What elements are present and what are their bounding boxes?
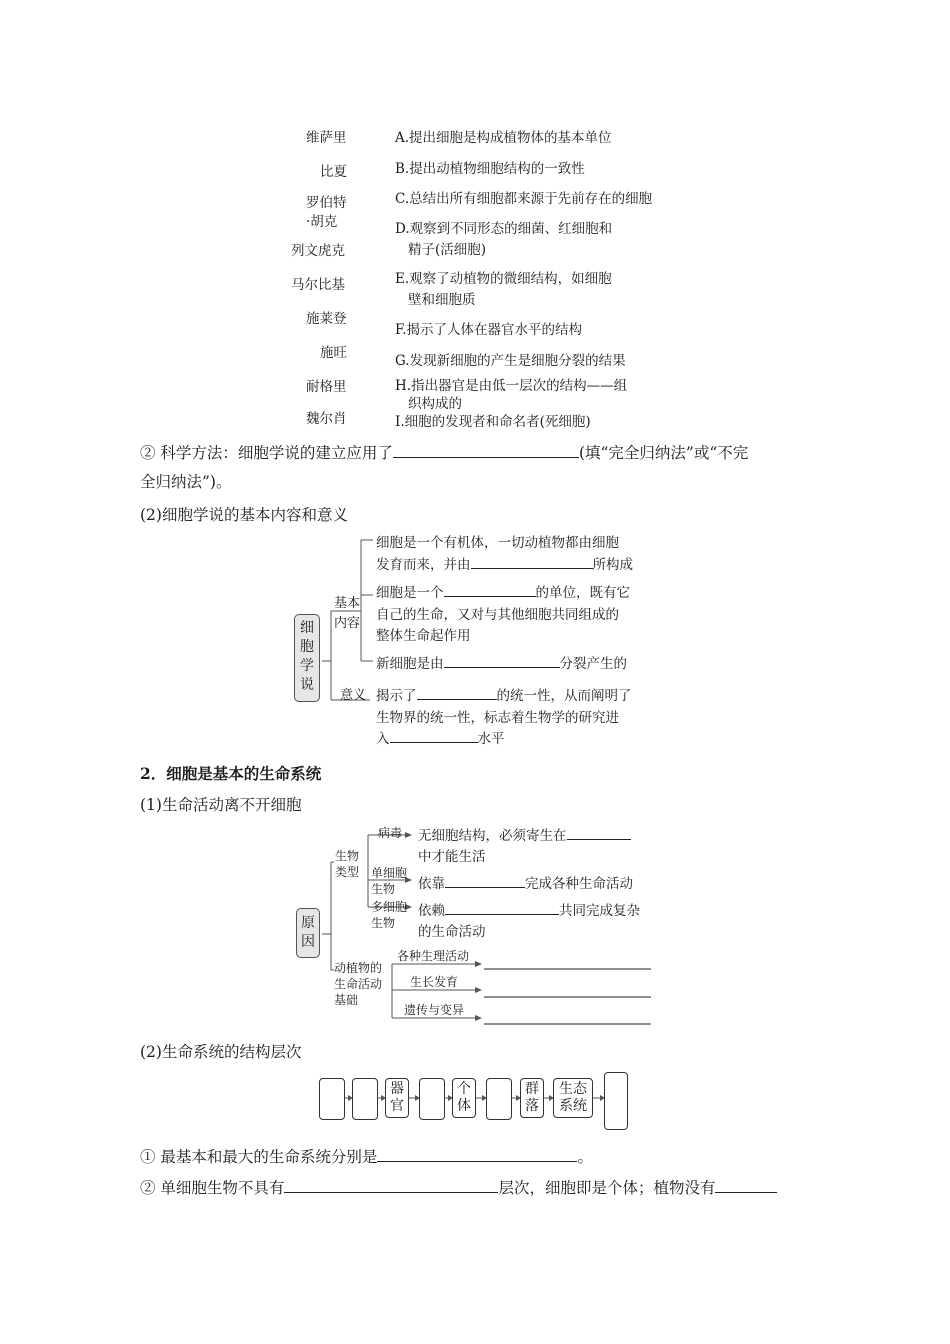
c2a-pre: 细胞是一个	[376, 585, 444, 601]
level-box-organ: 器官	[385, 1078, 409, 1118]
reason-virus-line1	[418, 824, 631, 844]
c1b-post: 所构成	[592, 557, 633, 573]
q1-pre: ① 最基本和最大的生命系统分别是	[140, 1148, 378, 1166]
level-box-individual: 个体	[452, 1078, 476, 1118]
jiben-1: 基本	[334, 596, 361, 611]
multicellular-blank[interactable]	[445, 900, 559, 915]
multi-pre: 依赖	[418, 903, 445, 919]
virus-blank[interactable]	[567, 825, 631, 840]
contribution-h-line1: H.指出器官是由低一层次的结构——组	[395, 378, 628, 394]
uni-pre: 依靠	[418, 876, 445, 892]
unicellular-blank[interactable]	[445, 873, 525, 888]
level-box-2[interactable]	[352, 1078, 378, 1120]
content3-blank[interactable]	[444, 653, 560, 668]
theory-meaning-line3	[376, 727, 505, 747]
contribution-c: C.总结出所有细胞都来源于先前存在的细胞	[395, 191, 653, 207]
contribution-i: I.细胞的发现者和命名者(死细胞)	[395, 414, 591, 430]
level-box-biosphere[interactable]	[604, 1072, 628, 1130]
reason-virus-line2: 中才能生活	[418, 849, 486, 865]
contribution-e-line1: E.观察了动植物的微细结构，如细胞	[395, 271, 612, 287]
contribution-d-line1: D.观察到不同形态的细菌、红细胞和	[395, 221, 613, 237]
m1-pre: 揭示了	[376, 688, 417, 704]
scientist-leeuwenhoek: 列文虎克	[291, 243, 345, 259]
scientist-hooke-2: ·胡克	[306, 214, 338, 230]
scientist-bichat: 比夏	[320, 164, 347, 180]
uni-1: 单细胞	[371, 866, 408, 880]
reason-multicellular-line1	[418, 899, 640, 919]
reason-unicellular-text	[418, 872, 633, 892]
level-box-6[interactable]	[486, 1078, 512, 1120]
heading-cell-life-system: 2．细胞是基本的生命系统	[140, 764, 322, 783]
m3-pre: 入	[376, 731, 390, 747]
q2-blank-1[interactable]	[284, 1178, 498, 1193]
basis-1: 动植物的	[334, 961, 383, 975]
scientist-vesalius: 维萨里	[306, 130, 347, 146]
contribution-e-line2: 壁和细胞质	[408, 292, 476, 308]
level-box-community: 群落	[520, 1078, 544, 1118]
theory-content3	[376, 652, 627, 672]
activity-growth: 生长发育	[410, 975, 459, 989]
scientist-malpighi: 马尔比基	[291, 277, 345, 293]
reason-root-label: 原因	[301, 915, 315, 950]
c2a-post: 的单位，既有它	[535, 585, 630, 601]
scientist-hooke-1: 罗伯特	[306, 195, 347, 211]
content1-blank[interactable]	[471, 554, 593, 569]
theory-content1-line2	[376, 553, 633, 573]
reason-root-box	[296, 908, 320, 958]
activity-physiology: 各种生理活动	[397, 949, 470, 963]
content2-blank[interactable]	[444, 582, 536, 597]
multi-2: 生物	[371, 916, 396, 930]
type-1: 生物	[335, 849, 360, 863]
multi-1: 多细胞	[371, 900, 408, 914]
theory-content2-line3: 整体生命起作用	[376, 628, 471, 644]
theory-content2-line2: 自己的生命，又对与其他细胞共同组成的	[376, 607, 619, 623]
question-1	[140, 1145, 593, 1167]
method-text-pre: ② 科学方法：细胞学说的建立应用了	[140, 444, 393, 462]
section-levels-title: (2)生命系统的结构层次	[140, 1043, 302, 1061]
section-theory-title: (2)细胞学说的基本内容和意义	[140, 506, 348, 524]
contribution-g: G.发现新细胞的产生是细胞分裂的结果	[395, 353, 626, 369]
q2-mid: 层次，细胞即是个体；植物没有	[498, 1179, 716, 1197]
q2-pre: ② 单细胞生物不具有	[140, 1179, 285, 1197]
level-box-1[interactable]	[319, 1078, 345, 1120]
level-box-4[interactable]	[419, 1078, 445, 1120]
theory-meaning-line1	[376, 684, 632, 704]
reason-virus-label: 病毒	[378, 826, 403, 840]
question-2	[140, 1176, 777, 1198]
scientist-nageli: 耐格里	[306, 379, 347, 395]
uni-2: 生物	[371, 882, 396, 896]
meaning1-blank[interactable]	[417, 685, 497, 700]
scientist-schleiden: 施莱登	[306, 311, 347, 327]
contribution-a: A.提出细胞是构成植物体的基本单位	[395, 130, 612, 146]
q2-blank-2[interactable]	[715, 1178, 777, 1193]
contribution-d-line2: 精子(活细胞)	[408, 242, 487, 258]
scientist-virchow: 魏尔肖	[306, 411, 347, 427]
theory-content1-line1: 细胞是一个有机体，一切动植物都由细胞	[376, 535, 619, 551]
reason-basis-label	[334, 960, 382, 1008]
c3-pre: 新细胞是由	[376, 656, 444, 672]
c3-post: 分裂产生的	[559, 656, 627, 672]
reason-multicellular-label	[371, 899, 407, 931]
theory-jiben-label	[334, 594, 360, 634]
theory-meaning-line2: 生物界的统一性，标志着生物学的研究进	[376, 710, 619, 726]
reason-type-label	[335, 848, 359, 880]
m1-post: 的统一性，从而阐明了	[496, 688, 632, 704]
theory-yiyi-label: 意义	[340, 688, 367, 703]
multi-post: 共同完成复杂	[559, 903, 640, 919]
meaning3-blank[interactable]	[390, 728, 478, 743]
m3-post: 水平	[477, 731, 505, 747]
scientist-schwann: 施旺	[320, 345, 347, 361]
theory-content2-line1	[376, 581, 630, 601]
contribution-b: B.提出动植物细胞结构的一致性	[395, 161, 585, 177]
activity-heredity: 遗传与变异	[404, 1003, 465, 1017]
basis-3: 基础	[334, 993, 359, 1007]
jiben-2: 内容	[334, 616, 361, 631]
c1b-pre: 发育而来，并由	[376, 557, 471, 573]
q1-blank[interactable]	[377, 1147, 577, 1162]
section-life-activity-title: (1)生命活动离不开细胞	[140, 796, 302, 814]
uni-post: 完成各种生命活动	[525, 876, 633, 892]
contribution-f: F.揭示了人体在器官水平的结构	[395, 322, 583, 338]
type-2: 类型	[335, 865, 360, 879]
reason-unicellular-label	[371, 865, 407, 897]
level-box-ecosystem: 生态系统	[553, 1078, 593, 1118]
theory-root-box	[294, 614, 320, 702]
virus-a: 无细胞结构，必须寄生在	[418, 828, 567, 844]
basis-2: 生命活动	[334, 977, 383, 991]
reason-multicellular-line2: 的生命活动	[418, 924, 486, 940]
q1-post: 。	[577, 1148, 593, 1166]
method-line2: 全归纳法”)。	[140, 473, 232, 491]
theory-root-label: 细胞学说	[300, 620, 314, 693]
contribution-h-line2: 织构成的	[408, 396, 462, 412]
method-text-post: (填“完全归纳法”或“不完	[578, 444, 749, 462]
